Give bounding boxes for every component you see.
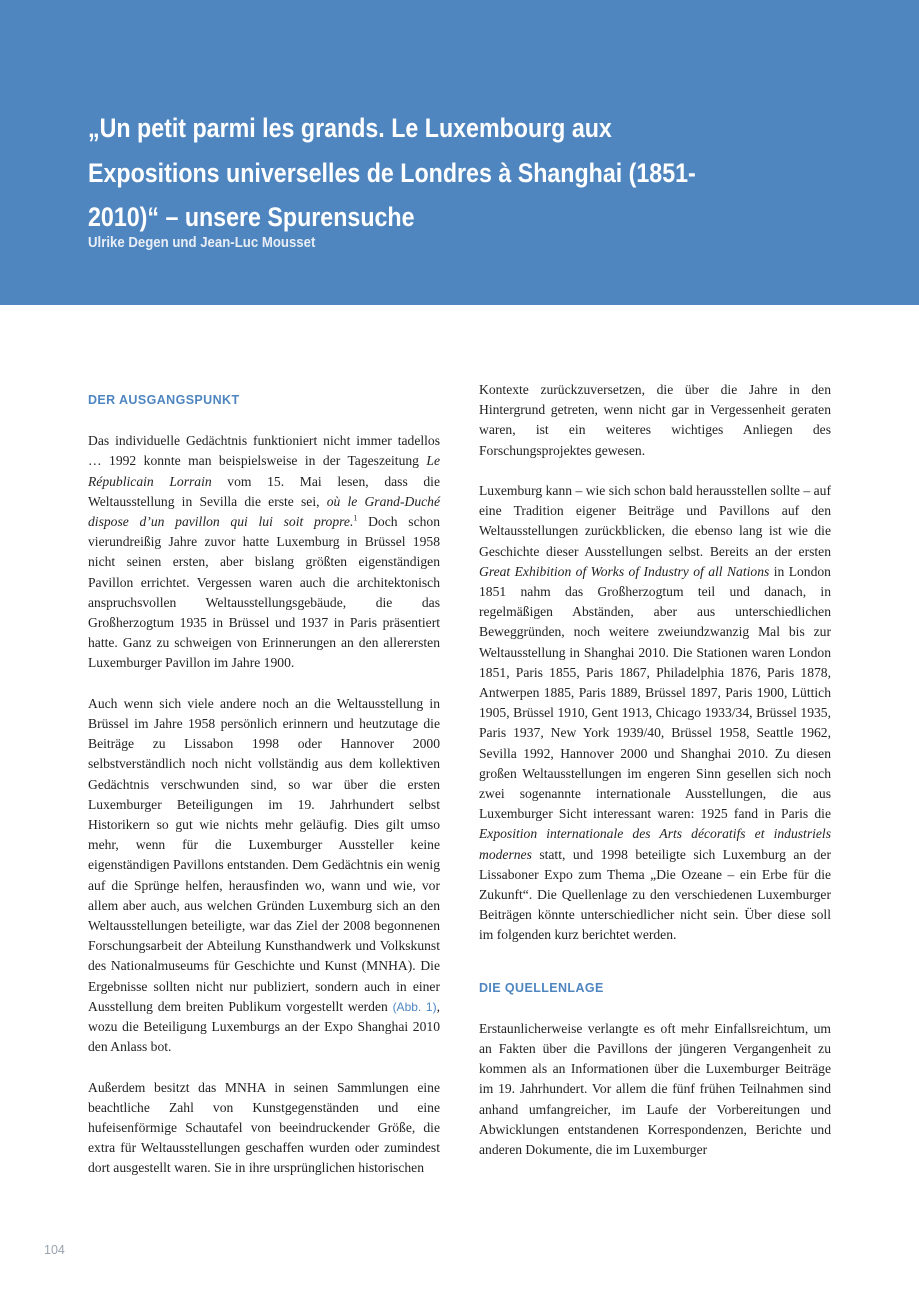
left-column bbox=[88, 390, 440, 1199]
paragraph: Erstaunlicherweise verlangte es oft mehr Einfallsreichtum, um an Fakten über die Pavillons der jüngeren Vergangenheit zu kommen als an Informationen über die Luxemburger Beiträge im 19. Jahrhundert. Vor allem die fünf frühen Teilnahmen sind anhand umfangreicher, im Laufe der Vorbereitungen und Abwicklungen entstandenen Korrespondenzen, Berichte und anderen Dokumente, die im Luxemburger bbox=[479, 1020, 831, 1158]
paragraph: Kontexte zurückzuversetzen, die über die Jahre in den Hintergrund getreten, wenn nicht gar in Vergessenheit geraten waren, ist ein weiteres wichtiges Anliegen des Forschungsprojektes gewesen. bbox=[479, 382, 831, 458]
article-authors: Ulrike Degen und Jean-Luc Mousset bbox=[88, 234, 316, 251]
page-number: 104 bbox=[44, 1243, 65, 1257]
exhibition-title: Great Exhibition of Works of Industry of all Nations bbox=[479, 563, 770, 579]
figure-reference[interactable]: (Abb. 1) bbox=[392, 999, 437, 1014]
section-heading-quellenlage: DIE QUELLENLAGE bbox=[479, 980, 604, 995]
exhibition-title: Exposition internationale des Arts décoratifs et industriels modernes bbox=[479, 826, 831, 862]
newspaper-title: Le Républicain Lorrain bbox=[88, 453, 440, 489]
header-banner bbox=[0, 0, 919, 305]
paragraph: Auch wenn sich viele andere noch an die Weltausstellung in Brüssel im Jahre 1958 persönlich erinnern und heutzutage die Beiträge zu Lissabon 1998 oder Hannover 2000 selbstverständlich noch nicht vollständig aus dem kollektiven Gedächtnis verschwunden sind, so war über die ersten Luxemburger Beteiligungen im 19. Jahrhundert selbst Historikern so gut wie nichts mehr geläufig. Dies gilt umso mehr, wenn für die Luxemburger Aussteller keine eigenständigen Pavillons entstanden. Dem Gedächtnis ein wenig auf die Sprünge helfen, herausfinden wo, wann und wie, vor allem aber auch, aus welchen Gründen Luxemburg sich an den Weltausstellungen beteiligte, war das Ziel der 2008 begonnenen Forschungsarbeit der Abteilung Kunsthandwerk und Volkskunst des Nationalmuseums für Geschichte und Kunst (MNHA). Die Ergebnisse sollten nicht nur publiziert, sondern auch in einer Ausstellung dem breiten Publikum vorgestellt werden (Abb. 1), wozu die Beteiligung Luxemburgs an der Expo Shanghai 2010 den Anlass bot. bbox=[88, 695, 440, 1055]
paragraph: Das individuelle Gedächtnis funktioniert nicht immer tadellos … 1992 konnte man beispielsweise in der Tageszeitung Le Républicain Lorrain vom 15. Mai lesen, dass die Weltausstellung in Sevilla die erste sei, où le Grand-Duché dispose d’un pavillon qui lui soit propre.$^1$ Doch schon vierundreißig Jahre zuvor hatte Luxemburg in Brüssel 1958 nicht seinen ersten, aber bislang größten eigenständigen Pavillon errichtet. Vergessen waren auch die architektonisch anspruchsvollen Weltausstellungsgebäude, die das Großherzogtum 1935 in Brüssel und 1937 in Paris präsentiert hatte. Ganz zu schweigen von Erinnerungen an den allerersten Luxemburger Pavillon im Jahre 1900. bbox=[88, 433, 440, 671]
right-column bbox=[479, 380, 831, 1180]
paragraph: Luxemburg kann – wie sich schon bald herausstellen sollte – auf eine Tradition eigener Beiträge und Pavillons auf den Weltausstellungen zurückblicken, die ebenso lang ist wie die Geschichte dieser Ausstellungen selbst. Bereits an der ersten Great Exhibition of Works of Industry of all Nations in London 1851 nahm das Großherzogtum teil und danach, in regelmäßigen Abständen, aber aus unterschiedlichen Beweggründen, noch weitere zweiundzwanzig Mal bis zur Weltausstellung in Shanghai 2010. Die Stationen waren London 1851, Paris 1855, Paris 1867, Philadelphia 1876, Paris 1878, Antwerpen 1885, Paris 1889, Brüssel 1897, Paris 1900, Lüttich 1905, Brüssel 1910, Gent 1913, Chicago 1933/34, Brüssel 1935, Paris 1937, New York 1939/40, Brüssel 1958, Seattle 1962, Sevilla 1992, Hannover 2000 und Shanghai 2010. Zu diesen großen Weltausstellungen im engeren Sinn gesellen sich noch zwei sogenannte internationale Ausstellungen, die aus Luxemburger Sicht interessant waren: 1925 fand in Paris die Exposition internationale des Arts décoratifs et industriels modernes statt, und 1998 beteiligte sich Luxemburg an der Lissaboner Expo zum Thema „Die Ozeane – ein Erbe für die Zukunft“. Die Quellenlage zu den verschiedenen Luxemburger Beiträgen könnte unterschiedlicher nicht sein. Über diese soll im folgenden kurz berichtet werden. bbox=[479, 483, 831, 943]
french-quote: où le Grand-Duché dispose d’un pavillon qui lui soit propre. bbox=[88, 493, 440, 530]
section-heading-ausgangspunkt: DER AUSGANGSPUNKT bbox=[88, 393, 240, 407]
footnote-marker[interactable]: 1 bbox=[353, 513, 358, 523]
article-title: „Un petit parmi les grands. Le Luxembourg aux Expositions universelles de Londres à Shanghai (1851-2010)“ – unsere Spurensuche bbox=[88, 113, 696, 232]
paragraph: Außerdem besitzt das MNHA in seinen Sammlungen eine beachtliche Zahl von Kunstgegenständen und eine hufeisenförmige Schautafel von beeindruckender Größe, die extra für Weltausstellungen geschaffen wurden oder zumindest dort ausgestellt waren. Sie in ihre ursprünglichen historischen bbox=[88, 1079, 440, 1176]
